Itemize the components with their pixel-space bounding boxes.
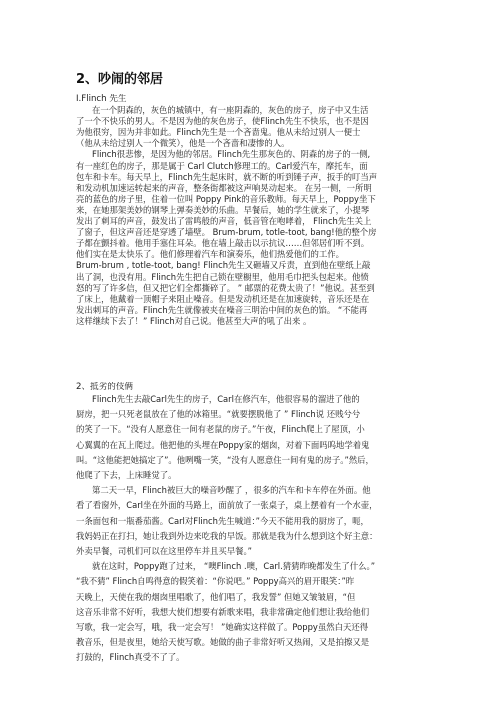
text-line: 发出刺耳的声音。Flinch先生就像被夹在噪音三明治中间的灰色的馅。 “不能再	[76, 304, 368, 315]
section-heading: 2、抵劣的伎俩	[76, 382, 134, 392]
text-line: 外卖早餐，司机们可以在这里停车并且买早餐。”	[76, 546, 253, 556]
text-line: 了一个不快乐的男人。不是因为他的灰色房子，使Flinch先生不快乐，也不是因	[76, 116, 369, 127]
text-line: Flinch先生去敲Carl先生的房子，Carl在修汽车，他很容易的溜进了他的	[92, 394, 360, 404]
text-line: 发出了刺耳的声音，鼓发出了雷鸣般的声音，低音管在咆哮着， Flinch先生关上	[76, 216, 372, 226]
text-line: 第二天一早，Flinch被巨大的噪音吵醒了 ，很多的汽车和卡车停在外面。他	[92, 485, 371, 496]
text-line: 叫。“这他能把她搞定了”。他咧嘴一笑，“没有人愿意住一间有鬼的房子。”然后，	[76, 454, 374, 465]
text-line: 有一座红色的房子，那是属于 Carl Clutch修理工的。Carl爱汽车，摩托车，面	[76, 160, 368, 171]
text-line: 我妈妈正在打扫，她让我到外边来吃我的早饭。那就是我为什么想到这个好主意：	[76, 530, 378, 541]
text-line: 亮的蓝色的房子里，住着一位叫 Poppy Pink的音乐教师。每天早上，Poppy坐下	[76, 193, 376, 204]
text-line: 了窗子，但这声音还是穿透了墙壁。 Brum-brum, totle-toot, bang!他的整个房	[76, 227, 377, 238]
text-line: 他爬了下去，上床睡觉了。	[76, 470, 177, 480]
text-line: 看了看窗外，Carl坐在外面的马路上，面前放了一张桌子，桌上摆着有一个水壶，	[76, 500, 378, 511]
text-line: 来，在她那架美妙的钢琴上弹奏美妙的乐曲。早餐后，她的学生就来了，小提琴	[76, 204, 370, 215]
text-line: 心翼翼的在瓦上爬过。他把他的头埋在Poppy家的烟囱，对着下面吗呜地学着鬼	[76, 439, 370, 450]
text-line: 了床上，他戴着一顶帽子来阻止噪音。但是发动机还是在加速旋转，音乐还是在	[76, 293, 370, 304]
section-heading: I.Flinch 先生	[76, 94, 127, 104]
text-line: “我不猜” Flinch自鸣得意的假笑着：“你说吧。” Poppy高兴的眉开眼笑：”昨	[76, 576, 355, 587]
text-line: 为他很穷，因为并非如此。Flinch先生是一个吝啬鬼。他从未给过别人一便士	[76, 127, 361, 138]
text-line: 怒的写了许多信，但又把它们全都撕碎了。 ” 邮票的花费太贵了！”他说。甚至到	[76, 282, 375, 293]
text-line: 厨房，把一只死老鼠放在了他的冰箱里。“就要摆脱他了 ” Flinch说 还贱兮兮	[76, 409, 361, 420]
text-line: 出了洞，也没有用。Flinch先生把自己锁在壁橱里，他用毛巾把头包起来。他愤	[76, 271, 369, 282]
text-line: Flinch很悲惨，是因为他的邻居。Flinch先生那灰色的、阴森的房子的一侧,	[92, 149, 371, 160]
text-line: （他从未给过别人一个微笑），他是一个吝啬和凄惨的人。	[76, 138, 290, 149]
text-line: 和发动机加速运转起来的声音，整条街都被这声响晃动起来。 在另一侧，一所明	[76, 182, 372, 193]
text-line: Brum-brum , totle-toot, bang! Flinch先生又砸墙又斥责，直到他在壁纸上敲	[76, 260, 371, 271]
text-line: 一条面包和一瓶番茄酱。Carl对Flinch先生喊道：”今天不能用我的厨房了，呃，	[76, 515, 369, 526]
text-line: 子都在颤抖着。他用手塞住耳朵。他在墙上敲击以示抗议……但邻居们听不到。	[76, 238, 370, 249]
text-line: 打鼓的，Flinch真受不了了。	[76, 652, 185, 663]
text-line: 这音乐非常不好听，我想大使们想要有新歌来唱，我非常确定他们想让我给他们	[76, 606, 370, 617]
text-line: 他们实在是太快乐了。他们修理着汽车和演奏乐，他们热爱他们的工作。	[76, 249, 344, 260]
text-line: 在一个阴森的，灰色的城镇中，有一座阴森的，灰色的房子，房子中又生活	[92, 105, 369, 115]
text-line: 天晚上，天使在我的烟囱里唱歌了，他们唱了，我发誓” 但她又皱皱眉，“但	[76, 591, 356, 602]
text-line: 包车和卡车。每天早上，Flinch先生起床时，就不断的听到锤子声，扳手的叮当声	[76, 171, 378, 182]
text-line: 写歌，我一定会写，哦，我一定会写！ ”她确实这样做了。Poppy虽然白天还得	[76, 622, 369, 632]
text-line: 这样继续下去了！” Flinch对自己说。他甚至大声的吼了出来 。	[76, 315, 312, 326]
page-title: 2、吵闹的邻居	[76, 72, 164, 87]
text-line: 教音乐，但是夜里，她给天使写歌。她做的曲子非常好听又热闹，又是拍擦又是	[76, 637, 370, 648]
text-line: 的笑了一下。“没有人愿意住一间有老鼠的房子。”午夜，Flinch爬上了屋顶，小	[76, 424, 365, 435]
text-line: 就在这时，Poppy跑了过来， “噢Flinch .噢，Carl.猜猜昨晚都发生了什么。”	[92, 561, 376, 572]
